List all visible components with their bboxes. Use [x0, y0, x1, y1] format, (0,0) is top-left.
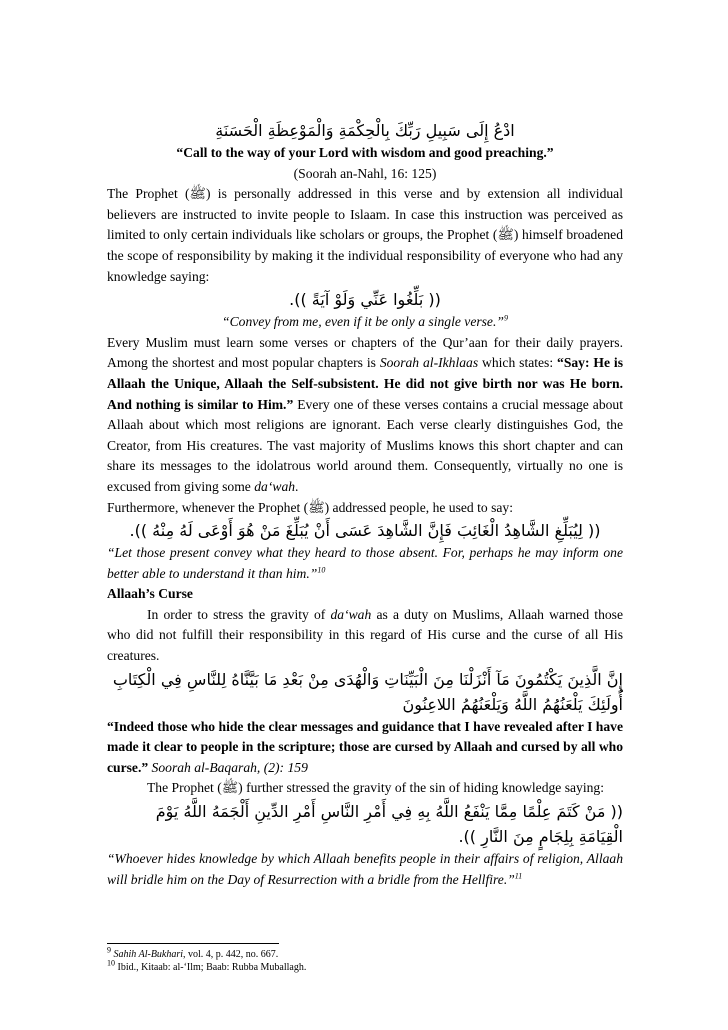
footnotes [107, 945, 623, 974]
verse2-translation-block [107, 717, 623, 779]
verse1-translation: “Call to the way of your Lord with wisdom and good preaching.” [176, 145, 554, 160]
hadith1-translation [107, 312, 623, 333]
para4-dawah: da‘wah [330, 606, 372, 622]
paragraph-3: Furthermore, whenever the Prophet (ﷺ) addressed people, he used to say: [107, 499, 513, 515]
verse2-arabic: إِنَّ الَّذِينَ يَكْتُمُونَ مَآ أَنْزَلْنَا مِنَ الْبَيِّنَاتِ وَالْهُدَى مِنْ بَعْدِ مَا بَيَّنَّاهُ لِلنَّاسِ فِي الْكِتَابِ أُولَئِكَ يَلْعَنُهُمُ اللَّهُ وَيَلْعَنُهُمُ اللاعِنُونَ [112, 669, 623, 714]
para2-final: . [295, 478, 299, 494]
hadith2-translation-text: “Let those present convey what they heard to those absent. For, perhaps he may inform one better able to understand it than him.” [107, 545, 623, 581]
footnote-9-mark: 9 [107, 945, 111, 955]
para2-soorah: Soorah al-Ikhlaas [379, 355, 479, 371]
section-heading: Allaah’s Curse [107, 586, 193, 602]
hadith3-translation [107, 849, 623, 890]
page-body [107, 118, 623, 890]
footnote-divider [107, 943, 279, 944]
paragraph-5: The Prophet (ﷺ) further stressed the gravity of the sin of hiding knowledge saying: [147, 780, 604, 796]
para2-dawah: da‘wah [254, 478, 296, 494]
footnote-mark-11: 11 [514, 871, 523, 881]
footnote-10-mark: 10 [107, 958, 115, 968]
paragraph-4 [107, 605, 623, 667]
para2-start: Every Muslim must learn some verses or chapters of the Qur’aan for their daily prayers. Among the shortest and most popular chapters is [107, 334, 623, 371]
para2-end: Every one of these verses contains a crucial message about Allaah about which most religions are ignorant. Each verse clearly distinguishes God, the Creator, from His creatures. The vast majority of Muslims knows this short chapter and can share its messages to the idolatrous world around them. Consequently, virtually no one is excused from giving some [107, 396, 623, 494]
hadith1-translation-text: “Convey from me, even if it be only a single verse.” [222, 314, 504, 330]
verse1-arabic: ادْعُ إِلَى سَبِيلِ رَبِّكَ بِالْحِكْمَةِ وَالْمَوْعِظَةِ الْحَسَنَةِ [215, 121, 515, 140]
hadith2-translation [107, 543, 623, 584]
paragraph-1: The Prophet (ﷺ) is personally addressed in this verse and by extension all individual believers are instructed to invite people to Islaam. In case this instruction was perceived as limited to only certain individuals like scholars or groups, the Prophet (ﷺ) himself broadened the scope of responsibility by making it the individual responsibility of everyone who had any knowledge saying: [107, 186, 623, 284]
hadith1-arabic: (( بَلِّغُوا عَنِّي وَلَوْ آيَةً )). [289, 290, 441, 310]
verse2-translation: “Indeed those who hide the clear messages and guidance that I have revealed after I have made it clear to people in the scripture; those are cursed by Allaah and cursed by all who curse.” [107, 718, 623, 775]
footnote-9-rest: , vol. 4, p. 442, no. 667. [183, 949, 279, 960]
hadith3-translation-text: “Whoever hides knowledge by which Allaah benefits people in their affairs of religion, Allaah will bridle him on the Day of Resurrection with a bridle from the Hellfire.” [107, 851, 623, 887]
verse1-reference [107, 164, 623, 185]
paragraph-2 [107, 333, 623, 498]
para4-start: In order to stress the gravity of [147, 606, 331, 622]
footnote-10 [107, 958, 623, 974]
verse2-reference: Soorah al-Baqarah, (2): 159 [148, 759, 308, 775]
footnote-10-text: Ibid., Kitaab: al-‘Ilm; Baab: Rubba Muballagh. [117, 962, 307, 973]
verse1-reference-text: (Soorah an-Nahl, 16: 125) [293, 165, 437, 181]
para2-quote: “Say: He is Allaah the Unique, Allaah the Self-subsistent. He did not give birth nor was He born. And nothing is similar to Him.” [107, 355, 623, 412]
hadith2-arabic: (( لِيُبَلِّغِ الشَّاهِدُ الْغَائِبَ فَإِنَّ الشَّاهِدَ عَسَى أَنْ يُبَلِّغَ مَنْ هُوَ أَوْعَى لَهُ مِنْهُ )). [129, 521, 601, 541]
footnote-mark-10: 10 [317, 565, 326, 575]
hadith3-arabic: (( مَنْ كَتَمَ عِلْمًا مِمَّا يَنْفَعُ اللَّهُ بِهِ فِي أَمْرِ النَّاسِ أَمْرِ الدِّينِ أَلْجَمَهُ اللَّهُ يَوْمَ الْقِيَامَةِ بِلِجَامٍ مِنَ النَّارِ )). [155, 802, 623, 847]
footnote-mark-9: 9 [503, 313, 508, 323]
footnote-9-title: Sahih Al-Bukhari [113, 949, 184, 960]
para4-end: as a duty on Muslims, Allaah warned those who did not fulfill their responsibility in this regard of His curse and the curse of all His creatures. [107, 606, 623, 664]
footnote-9 [107, 945, 623, 961]
para2-mid: which states: [478, 355, 558, 371]
